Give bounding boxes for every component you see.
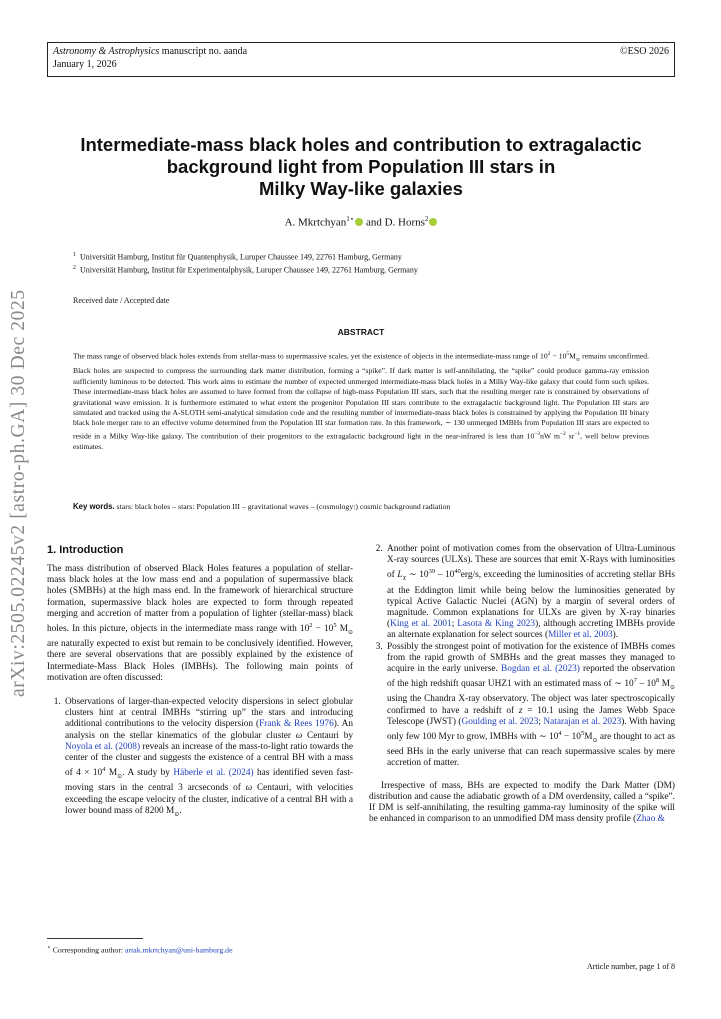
manuscript-header	[47, 42, 675, 77]
list-item: 2. Another point of motivation comes from the observation of Ultra-Luminous X-ray sources (ULXs). These are sources that emit X-Rays with luminosities of $L_X$ ∼ $10^{39} - 10^{40}erg/s$, exceeding the luminosities of accreting stellar BHs at the Eddington limit while being below the luminosities generated by typical Active Galactic Nuclei (AGN) by a margin of several orders of magnitude. Common explanations for ULXs are given by X-ray binaries (King et al. 2001; Lasota & King 2023), although accreting IMBHs provide an alternate explanation for select sources (Miller et al. 2003).	[385, 544, 675, 642]
journal-name: Astronomy & Astrophysics	[53, 46, 160, 57]
received-line: Received date / Accepted date	[73, 296, 170, 305]
orcid-icon[interactable]	[429, 218, 437, 226]
citation-link[interactable]: Noyola et al. (2008)	[65, 741, 141, 752]
author-name: A. Mkrtchyan	[284, 216, 347, 229]
abstract-heading: ABSTRACT	[337, 327, 385, 337]
citation-link[interactable]: Lasota & King 2023	[457, 619, 536, 630]
footnote-rule	[47, 938, 143, 939]
copyright: ©ESO 2026	[620, 46, 669, 57]
left-column	[47, 564, 353, 821]
motivation-list-continued	[369, 544, 675, 770]
affiliations	[73, 250, 418, 275]
manuscript-date: January 1, 2026	[53, 59, 117, 70]
authors	[47, 215, 675, 229]
title-line: background light from Population III stars in	[166, 156, 556, 177]
page-number: Article number, page 1 of 8	[586, 962, 675, 971]
author-affil-marker: 2	[424, 215, 429, 223]
citation-link[interactable]: Frank & Rees 1976	[259, 719, 334, 730]
citation-link[interactable]: Bogdan et al. (2023)	[501, 663, 580, 674]
author-name: D. Horns	[384, 216, 425, 229]
section-title: 1. Introduction	[47, 544, 124, 556]
intro-paragraph: Irrespective of mass, BHs are expected to modify the Dark Matter (DM) distribution and cause the adiabatic growth of a DM overdensity, called a “spike”. If DM is self-annihilating, the resulting gamma-ray luminosity of the spike will be enhanced in comparison to an unmodified DM mass density profile (Zhao &	[369, 780, 675, 825]
arxiv-stamp: arXiv:2505.02245v2 [astro-ph.GA] 30 Dec 2025	[8, 289, 29, 697]
citation-link[interactable]: Zhao &	[636, 814, 665, 825]
author-connector: and	[363, 216, 385, 229]
keywords-label: Key words.	[73, 502, 115, 511]
manuscript-id: manuscript no. aanda	[159, 46, 248, 57]
right-column	[369, 544, 675, 825]
list-item: 1. Observations of larger-than-expected velocity dispersions in select globular clusters hint at central IMBHs “stirring up” the stars and introducing additional contributions to the velocity dispersion (Frank & Rees 1976). An analysis on the stellar kinematics of the globular cluster ω Centauri by Noyola et al. (2008) reveals an increase of the mass-to-light ratio towards the center of the cluster and suggests the existence of a central BH with a mass of $4 \times 10^4$ $M_⊙$. A study by Häberle et al. (2024) has identified seven fast-moving stars in the central 3 arcseconds of ω Centauri, with velocities exceeding the escape velocity of the cluster, indicative of a central BH with a lower bound mass of 8200 $M_⊙$.	[63, 697, 353, 821]
title-line: Milky Way-like galaxies	[259, 178, 463, 199]
citation-link[interactable]: King et al. 2001	[390, 619, 452, 630]
motivation-list	[47, 697, 353, 821]
affiliation: $^2$ Universität Hamburg, Institut für Experimentalphysik, Luruper Chaussee 149, 22761 Hamburg, Germany	[73, 264, 418, 275]
abstract-text: The mass range of observed black holes extends from stellar-mass to supermassive scales, yet the existence of objects in the intermediate-mass range of $10^2 - 10^5M_⊙$ remains unconfirmed. Black holes are suspected to compress the surrounding dark matter distribution, forming a “spike”. If dark matter is self-annihilating, the “spike” could produce gamma-ray emission sufficiently luminous to be detected. This work aims to estimate the number of expected unmerged intermediate-mass black holes in a Milky Way-like galaxy that could form such spikes. These intermediate-mass black holes are assumed to have formed from the collapse of high-mass Population III stars, such that the resulting merger rate is constrained by observations of gravitational wave emission. It is furthermore estimated to what extent the progenitor Population III stars contribute to the extragalactic background light. The Population III stars are simulated and tracked using the A-SLOTH semi-analytical simulation code and the resulting number of intermediate-mass black holes is constrained by applying the Population III binary black hole merger rate to an effective volume determined from the Population III star formation rate. In this framework, ∼ 130 unmerged IMBHs from Population III stars are expected to reside in a Milky Way-like galaxy. The contribution of their progenitors to the extragalactic background light in the near-infrared is less than $10^{-3}nW$ $m^{-2}$ $sr^{-1}$, well below previous estimates.	[73, 351, 649, 451]
citation-link[interactable]: Häberle et al. (2024)	[173, 768, 254, 779]
keywords	[73, 502, 450, 511]
footnote	[47, 944, 233, 955]
affiliation: $^1$ Universität Hamburg, Institut für Quantenphysik, Luruper Chaussee 149, 22761 Hamburg, Germany	[73, 252, 402, 262]
citation-link[interactable]: Natarajan et al. 2023	[543, 716, 622, 727]
citation-link[interactable]: Miller et al. 2003	[548, 630, 613, 641]
intro-paragraph: The mass distribution of observed Black Holes features a population of stellar-mass black holes at the low mass end and a population of supermassive black holes (SMBHs) at the high mass end. In the framework of hierarchical structure formation, supermassive black holes are expected to form through repeated merging and accretion of matter from a population of lighter (stellar-mass) black holes. In this picture, objects in the intermediate mass range with $10^2 - 10^5$ $M_⊙$ are naturally expected to exist but remain to be conclusively identified. However, there are several observations that are possibly explained by the existence of Intermediate-Mass Black Holes (IMBHs). The following main points of motivation are often discussed:	[47, 564, 353, 683]
footnote-label: Corresponding author:	[50, 945, 126, 955]
orcid-icon[interactable]	[355, 218, 363, 226]
paper-title	[47, 134, 675, 200]
footnote-marker: ⋆	[47, 945, 51, 951]
title-line: Intermediate-mass black holes and contribution to extragalactic	[80, 134, 642, 155]
author-affil-marker: 1⋆	[346, 215, 355, 223]
author-email-link[interactable]: artak.mkrtchyan@uni-hamburg.de	[125, 945, 233, 955]
list-item: 3. Possibly the strongest point of motivation for the existence of IMBHs comes from the rapid growth of SMBHs and the great masses they managed to acquire in the early universe. Bogdan et al. (2023) reported the observation of the high redshift quasar UHZ1 with an estimated mass of ∼ $10^7 - 10^8$ $M_⊙$ using the Chandra X-ray observatory. The object was later spectroscopically confirmed to have a redshift of z = 10.1 using the James Webb Space Telescope (JWST) (Goulding et al. 2023; Natarajan et al. 2023). With having only few 100 Myr to grow, IMBHs with ∼ $10^4 - 10^5M_⊙$ are thought to act as seed BHs in the early universe that can reach supermassive scales by mere accretion of matter.	[385, 642, 675, 770]
citation-link[interactable]: Goulding et al. 2023	[461, 716, 539, 727]
keywords-list: stars: black holes – stars: Population III – gravitational waves – (cosmology:) cosmic background radiation	[114, 502, 451, 511]
